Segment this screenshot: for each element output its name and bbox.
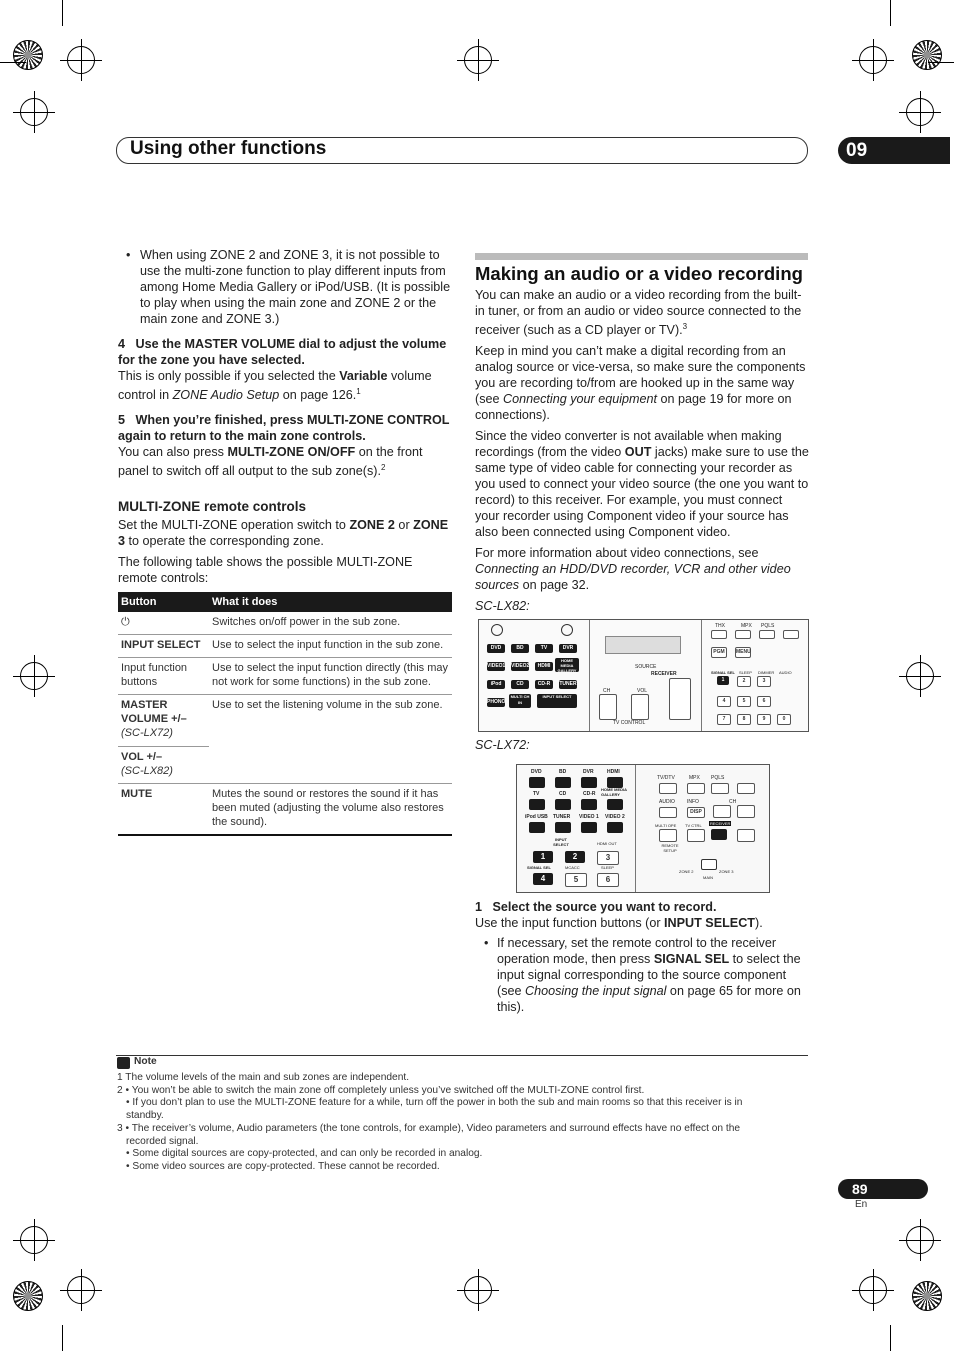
- remote-label: MAIN: [703, 875, 713, 880]
- note-line: 3 • The receiver’s volume, Audio parameters (the tone controls, for example), Video parameters and surround effects have no effect on the: [117, 1122, 741, 1134]
- remote-button: [687, 783, 705, 794]
- remote-button: TV: [535, 644, 553, 653]
- remote-button: [529, 799, 545, 810]
- remote-label: CH: [729, 799, 737, 805]
- crosshair-mark: [20, 662, 48, 690]
- step-title: When you’re finished, press MULTI-ZONE CONTROL again to return to the main zone controls.: [118, 413, 450, 444]
- remote-button: INPUT SELECT: [537, 694, 577, 708]
- remote-button: [607, 799, 623, 810]
- registration-disc-bottom-left: [13, 1281, 43, 1311]
- step-number: 1: [475, 900, 483, 914]
- step-title: Select the source you want to record.: [492, 900, 717, 914]
- remote-button: CD-R: [535, 680, 553, 689]
- remote-label: VIDEO 2: [605, 814, 625, 820]
- remote-label: ZONE 3: [719, 869, 734, 874]
- remote-label: SIGNAL SEL: [711, 670, 735, 675]
- registration-disc-top-left: [13, 40, 43, 70]
- remote-button: [737, 783, 755, 794]
- crosshair-mark: [20, 1226, 48, 1254]
- remote-button: [737, 829, 755, 842]
- remote-label: SLEEP: [601, 865, 614, 870]
- table-header: What it does: [209, 592, 452, 612]
- table-header: Button: [118, 592, 209, 612]
- remote-button: PHONO: [487, 699, 506, 705]
- note-block: [117, 1072, 807, 1174]
- table-row: [118, 784, 452, 836]
- remote-label: VIDEO 1: [579, 814, 599, 820]
- crop-line: [890, 0, 891, 26]
- number-button: 5: [565, 873, 587, 887]
- remote-label: MPX: [741, 623, 752, 629]
- remote-label: BD: [559, 769, 567, 775]
- table-cell: VOL +/– (SC-LX82): [118, 747, 209, 784]
- number-button: 0: [777, 714, 791, 725]
- table-cell: Input function buttons: [118, 658, 209, 695]
- remote-display: [605, 636, 681, 654]
- remote-label: TV: [533, 791, 540, 797]
- multi-zone-p2: The following table shows the possible MULTI-ZONE remote controls:: [118, 555, 413, 586]
- remote-button: [713, 805, 731, 818]
- remote-label: INPUT SELECT: [553, 837, 569, 847]
- number-button: 8: [737, 714, 751, 725]
- step-4-heading: [118, 336, 452, 368]
- remote-label: MPX: [689, 775, 700, 781]
- table-row: [118, 658, 452, 695]
- bullet-item: [475, 935, 809, 1015]
- note-icon: [117, 1057, 130, 1069]
- number-button: 9: [757, 714, 771, 725]
- remote-label: iPod USB: [525, 814, 548, 820]
- note-line: recorded signal.: [126, 1135, 199, 1147]
- remote-label: AUDIO: [659, 799, 675, 805]
- right-column-text: [475, 287, 809, 614]
- remote-label: TV CONTROL: [613, 720, 646, 726]
- remote-label: DVD: [531, 769, 542, 775]
- language-label: En: [855, 1199, 868, 1210]
- remote-panel-left: [479, 620, 590, 731]
- remote-button: [711, 630, 727, 639]
- table-cell: Switches on/off power in the sub zone.: [209, 612, 452, 635]
- remote-button: MENU: [735, 647, 751, 658]
- remote-button: [711, 829, 727, 840]
- multi-zone-p1: Set the MULTI-ZONE operation switch to ZONE 2 or ZONE 3 to operate the corresponding zone.: [118, 518, 449, 549]
- remote-label: SIGNAL SEL: [527, 865, 551, 870]
- bullet-text: When using ZONE 2 and ZONE 3, it is not possible to use the multi-zone function to play different inputs from among Home Media Gallery or iPod/USB. (It is possible to play when using the main zone and ZONE 2 or the main zone and ZONE 3.): [140, 248, 451, 326]
- crosshair-mark: [906, 98, 934, 126]
- remote-label: CD: [559, 791, 567, 797]
- table-cell: MASTER VOLUME +/– (SC-LX72): [118, 695, 209, 747]
- number-button: 6: [597, 873, 619, 887]
- remote-label: TV/DTV: [657, 775, 675, 781]
- remote-label: SOURCE: [635, 664, 657, 670]
- crop-line: [62, 0, 63, 26]
- registration-disc-bottom-right: [912, 1281, 942, 1311]
- step-4-text: This is only possible if you selected the Variable volume control in ZONE Audio Setup on page 126.$^1$: [118, 369, 432, 403]
- remote-button: [555, 777, 571, 788]
- remote-button: TUNER: [559, 681, 577, 687]
- volume-rocker: [631, 694, 649, 720]
- note-line: standby.: [126, 1110, 164, 1122]
- remote-button: [659, 829, 677, 842]
- section-title: Making an audio or a video recording: [475, 263, 803, 284]
- crosshair-mark: [859, 46, 887, 74]
- remote-panel-left: [517, 765, 636, 892]
- note-line: • If you don’t plan to use the MULTI-ZONE feature for a while, turn off the power in both the sub and main rooms so that this receiver is in: [126, 1097, 743, 1109]
- step-5-heading: [118, 412, 452, 444]
- remote-label: INFO: [687, 799, 699, 805]
- number-button: 2: [565, 851, 585, 863]
- remote-button: [555, 822, 571, 833]
- remote-button: iPod: [487, 680, 505, 689]
- step-title: Use the MASTER VOLUME dial to adjust the volume for the zone you have selected.: [118, 337, 447, 367]
- table-row: [118, 635, 452, 658]
- remote-button: [529, 777, 545, 788]
- remote-panel-middle: [591, 620, 702, 731]
- remote-button: CD: [511, 680, 529, 689]
- remote-label: DVR: [583, 769, 594, 775]
- remote-label: CD-R: [583, 791, 596, 797]
- remote-label: MCACC: [565, 865, 580, 870]
- power-icon: [491, 624, 503, 636]
- page-title: Using other functions: [130, 138, 327, 159]
- number-button: 4: [533, 873, 553, 885]
- table-cell: Use to select the input function in the sub zone.: [209, 635, 452, 658]
- crop-line: [928, 62, 954, 63]
- number-button: 2: [737, 676, 751, 687]
- remote-button: VIDEO1: [487, 663, 506, 669]
- number-button: 1: [533, 851, 553, 863]
- remote-button: [735, 630, 751, 639]
- remote-button: [581, 777, 597, 788]
- remote-label: PQLS: [761, 623, 775, 629]
- crosshair-mark: [20, 98, 48, 126]
- table-cell: Mutes the sound or restores the sound if it has been muted (adjusting the volume also restores the sound).: [209, 784, 452, 836]
- remote-button: [759, 630, 775, 639]
- remote-panel-right: [703, 620, 808, 731]
- page-number: 89: [838, 1179, 928, 1199]
- remote-button: [659, 807, 677, 818]
- table-row: [118, 695, 452, 747]
- crosshair-mark: [67, 46, 95, 74]
- remote-illustration-lx82: [478, 619, 809, 732]
- bullet-dot: •: [126, 248, 131, 262]
- paragraph: Keep in mind you can’t make a digital recording from an analog source or vice-versa, so make sure the components you are recording to/from are hooked up in the same way (see Connecting your equipment on page 19 for more on connections).: [475, 344, 806, 423]
- remote-button: [711, 783, 729, 794]
- remote-label: HDMI: [607, 769, 620, 775]
- volume-rocker: [669, 678, 691, 720]
- remote-button: HOME MEDIA GALLERY: [555, 658, 579, 672]
- note-line: • Some video sources are copy-protected. These cannot be recorded.: [126, 1160, 440, 1172]
- crosshair-mark: [464, 1276, 492, 1304]
- number-button: 3: [757, 676, 771, 687]
- remote-button: DVD: [487, 644, 505, 653]
- remote-button: PGM: [711, 647, 727, 658]
- number-button: 1: [717, 676, 729, 685]
- number-button: 4: [717, 696, 731, 707]
- crop-line: [890, 1325, 891, 1351]
- remote-label: SLEEP: [739, 670, 752, 675]
- table-cell: Use to set the listening volume in the sub zone.: [209, 695, 452, 784]
- note-divider: [116, 1055, 808, 1056]
- step-1-heading: [475, 899, 809, 915]
- remote-label: RECEIVER: [651, 671, 677, 677]
- remote-label: ZONE 2: [679, 869, 694, 874]
- remote-label: VOL: [637, 688, 648, 694]
- crosshair-mark: [906, 1226, 934, 1254]
- model-label-lx82: SC-LX82:: [475, 599, 530, 614]
- remote-label: TUNER: [553, 814, 571, 820]
- section-bar: [475, 253, 808, 260]
- remote-label: PQLS: [711, 775, 725, 781]
- paragraph: You can make an audio or a video recording from the built-in tuner, or from an audio or video source connected to the receiver (such as a CD player or TV).$^3$: [475, 288, 802, 338]
- zone-switch: [701, 859, 717, 870]
- crop-line: [62, 1325, 63, 1351]
- remote-button: [687, 829, 705, 842]
- crosshair-mark: [906, 662, 934, 690]
- bullet-dot: •: [484, 936, 489, 950]
- remote-label: THX: [715, 623, 725, 629]
- registration-disc-top-right: [912, 40, 942, 70]
- multi-zone-table: [118, 592, 452, 836]
- remote-button: [783, 630, 799, 639]
- remote-button: [737, 805, 755, 818]
- remote-button: DISP: [687, 807, 705, 818]
- number-button: 6: [757, 696, 771, 707]
- remote-button: [529, 822, 545, 833]
- remote-label: HDMI OUT: [597, 841, 617, 846]
- bullet-text: If necessary, set the remote control to the receiver operation mode, then press SIGNAL SEL to select the input signal corresponding to the source component (see Choosing the input signal on page 65 for more on this).: [497, 936, 801, 1014]
- number-button: 3: [597, 851, 619, 865]
- table-cell: Use to select the input function directly (this may not work for some functions) in the sub zone.: [209, 658, 452, 695]
- remote-label: REMOTE SETUP: [661, 843, 679, 853]
- step-1-text: Use the input function buttons (or INPUT SELECT).: [475, 916, 763, 930]
- number-button: 7: [717, 714, 731, 725]
- chapter-badge: 09: [838, 137, 950, 164]
- power-icon: ⏻: [118, 612, 209, 635]
- note-line: 1 The volume levels of the main and sub zones are independent.: [117, 1072, 410, 1083]
- remote-button: MULTI CH IN: [509, 694, 531, 708]
- record-step: [475, 899, 809, 1015]
- table-cell: INPUT SELECT: [118, 635, 209, 658]
- remote-button: VIDEO2: [511, 663, 530, 669]
- table-row: [118, 612, 452, 635]
- number-button: 5: [737, 696, 751, 707]
- note-line: • Some digital sources are copy-protected, and can only be recorded in analog.: [126, 1148, 483, 1160]
- remote-button: HDMI: [535, 662, 553, 671]
- crop-line: [0, 62, 26, 63]
- step-number: 5: [118, 413, 126, 428]
- remote-label: CH: [603, 688, 611, 694]
- remote-button: [659, 783, 677, 794]
- crosshair-mark: [464, 46, 492, 74]
- crosshair-mark: [67, 1276, 95, 1304]
- bullet-item: [118, 247, 452, 327]
- note-heading: Note: [134, 1056, 157, 1067]
- remote-panel-right: [649, 765, 769, 892]
- paragraph: Since the video converter is not available when making recordings (from the video OUT jacks) make sure to use the same type of video cable for connecting your recorder as you used to connect your video source (the one you want to record) to this receiver. For example, you must connect your recorder using Component video if your source has also been connected using Component video.: [475, 429, 809, 540]
- remote-label: DIMMER: [758, 670, 775, 675]
- crosshair-mark: [859, 1276, 887, 1304]
- paragraph: For more information about video connections, see Connecting an HDD/DVD recorder, VCR and other video sources on page 32.: [475, 546, 791, 593]
- remote-button: [555, 799, 571, 810]
- table-header-row: [118, 592, 452, 612]
- remote-button: DVR: [559, 644, 577, 653]
- remote-button: BD: [511, 644, 529, 653]
- channel-rocker: [599, 694, 617, 720]
- remote-button: [581, 822, 597, 833]
- multi-zone-heading: MULTI-ZONE remote controls: [118, 499, 307, 515]
- remote-label: TV CTRL: [685, 823, 702, 828]
- remote-illustration-lx72: [516, 764, 770, 893]
- remote-button: [581, 799, 597, 810]
- note-line: 2 • You won’t be able to switch the main zone off completely unless you’ve switched off the MULTI-ZONE control first.: [117, 1084, 645, 1096]
- remote-label: RECEIVER: [710, 821, 731, 826]
- table-cell: MUTE: [118, 784, 209, 836]
- model-label-lx72: SC-LX72:: [475, 738, 530, 752]
- step-5-text: You can also press MULTI-ZONE ON/OFF on the front panel to switch off all output to the sub zone(s).$^2$: [118, 445, 423, 479]
- power-icon: [561, 624, 573, 636]
- remote-label: HOME MEDIA GALLERY: [601, 787, 627, 797]
- remote-button: [607, 822, 623, 833]
- remote-label: AUDIO: [779, 670, 792, 675]
- step-number: 4: [118, 337, 126, 351]
- remote-label: MULTI OPE: [655, 823, 677, 828]
- left-column: [118, 247, 452, 836]
